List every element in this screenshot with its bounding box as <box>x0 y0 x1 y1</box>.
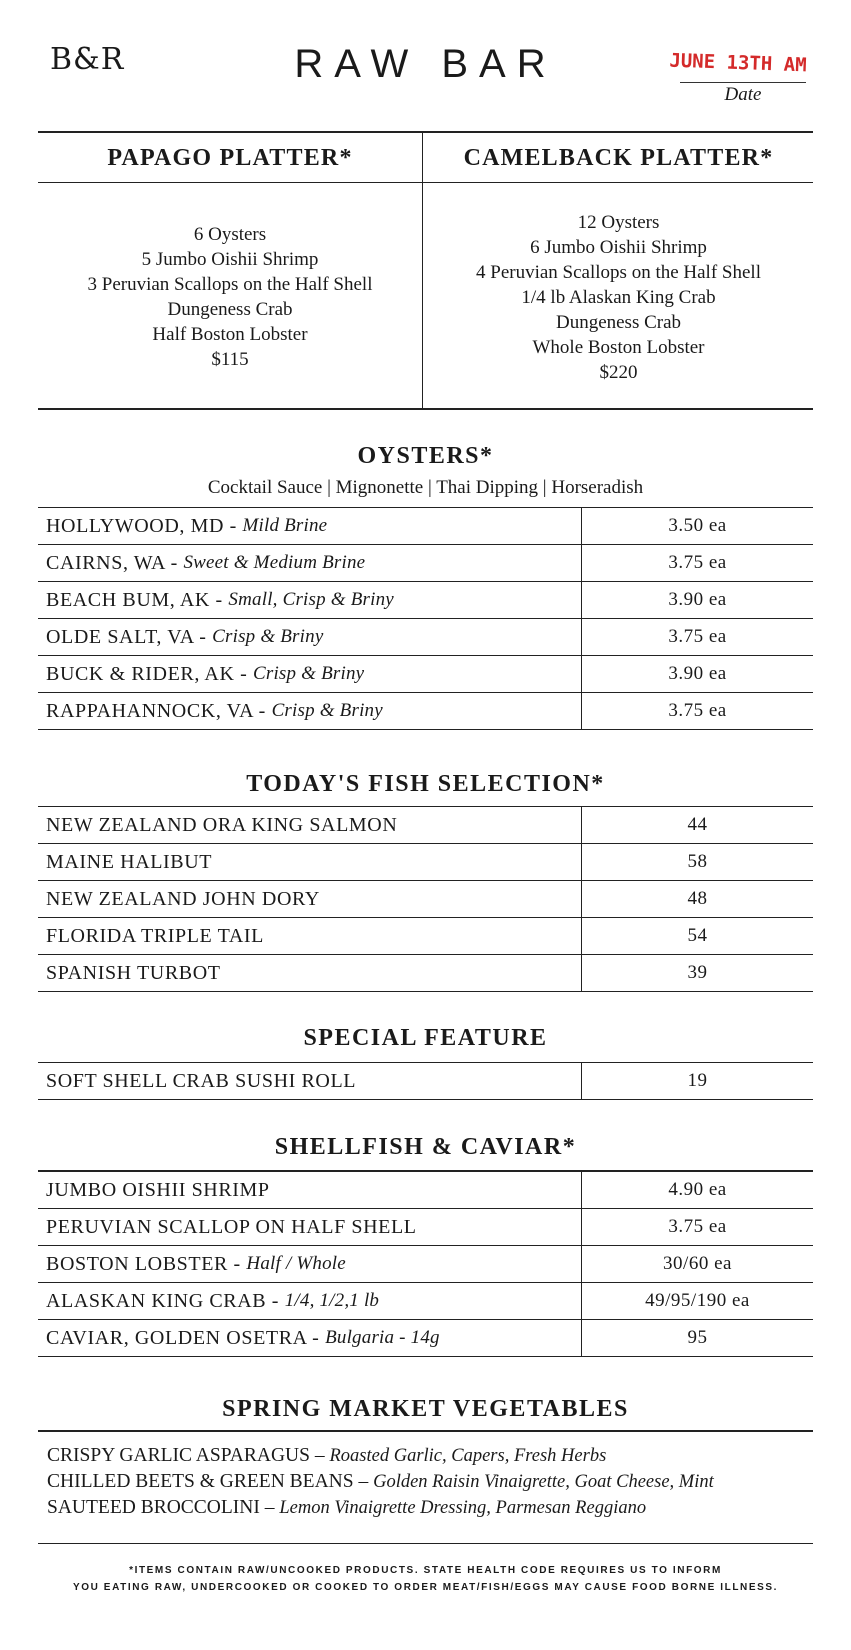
table-row <box>38 844 813 881</box>
item-desc: 1/4, 1/2,1 lb <box>284 1290 380 1311</box>
vegetables-bottom-rule <box>38 1543 813 1544</box>
item-price: 44 <box>687 814 708 835</box>
item-name: SOFT SHELL CRAB SUSHI ROLL <box>46 1069 357 1092</box>
date-label: Date <box>724 84 762 105</box>
item-name: CAIRNS, WA - <box>46 551 178 574</box>
item-name: CRISPY GARLIC ASPARAGUS – <box>47 1445 330 1466</box>
fish-table <box>38 806 813 992</box>
platter-item: Dungeness Crab <box>555 312 682 333</box>
item-price: 19 <box>687 1070 708 1091</box>
item-name: CAVIAR, GOLDEN OSETRA - <box>46 1326 320 1349</box>
vegetables-list <box>47 1443 714 1521</box>
table-row <box>38 1246 813 1283</box>
item-price: 3.50 ea <box>668 515 727 536</box>
table-row <box>38 807 813 844</box>
item-name: BUCK & RIDER, AK - <box>46 662 248 685</box>
item-name: NEW ZEALAND ORA KING SALMON <box>46 813 398 836</box>
table-row <box>38 508 813 545</box>
platter-item: 1/4 lb Alaskan King Crab <box>521 287 716 308</box>
item-price: 48 <box>687 888 708 909</box>
item-name: BEACH BUM, AK - <box>46 588 223 611</box>
platters-bottom-rule <box>38 408 813 410</box>
item-desc: Crisp & Briny <box>271 700 383 721</box>
list-item <box>47 1495 714 1521</box>
oysters-title: OYSTERS* <box>357 443 494 469</box>
platter-item: Dungeness Crab <box>167 299 293 320</box>
item-name: JUMBO OISHII SHRIMP <box>46 1178 270 1201</box>
platter-item: 12 Oysters <box>577 212 660 233</box>
vegetables-top-rule <box>38 1430 813 1432</box>
table-row <box>38 955 813 992</box>
table-row <box>38 1063 813 1100</box>
item-name: RAPPAHANNOCK, VA - <box>46 699 266 722</box>
item-name: SAUTEED BROCCOLINI – <box>47 1497 280 1518</box>
item-price: 3.90 ea <box>668 589 727 610</box>
item-name: MAINE HALIBUT <box>46 850 213 873</box>
item-price: 3.75 ea <box>668 1216 727 1237</box>
date-underline <box>680 82 806 83</box>
item-desc: Golden Raisin Vinaigrette, Goat Cheese, Mint <box>373 1472 714 1492</box>
item-desc: Bulgaria - 14g <box>325 1327 440 1348</box>
item-name: PERUVIAN SCALLOP ON HALF SHELL <box>46 1215 417 1238</box>
item-price: 3.75 ea <box>668 626 727 647</box>
item-name: FLORIDA TRIPLE TAIL <box>46 924 264 947</box>
disclaimer-line: *ITEMS CONTAIN RAW/UNCOOKED PRODUCTS. STATE HEALTH CODE REQUIRES US TO INFORM <box>129 1565 722 1576</box>
table-row <box>38 582 813 619</box>
shellfish-table <box>38 1170 813 1357</box>
platters-top-rule <box>38 131 813 133</box>
camelback-platter-title: CAMELBACK PLATTER* <box>463 145 774 171</box>
item-price: 3.90 ea <box>668 663 727 684</box>
platter-item: Whole Boston Lobster <box>532 337 705 358</box>
item-name: ALASKAN KING CRAB - <box>46 1289 280 1312</box>
table-row <box>38 881 813 918</box>
item-name: NEW ZEALAND JOHN DORY <box>46 887 320 910</box>
item-desc: Crisp & Briny <box>212 626 324 647</box>
special-title: SPECIAL FEATURE <box>303 1025 548 1051</box>
platters-header-rule <box>38 182 813 183</box>
table-row <box>38 1320 813 1357</box>
item-name: SPANISH TURBOT <box>46 961 221 984</box>
fish-title: TODAY'S FISH SELECTION* <box>246 771 605 797</box>
oysters-sauces: Cocktail Sauce | Mignonette | Thai Dipping | Horseradish <box>207 477 644 498</box>
item-desc: Roasted Garlic, Capers, Fresh Herbs <box>329 1446 607 1466</box>
item-price: 39 <box>687 962 708 983</box>
platter-item: 4 Peruvian Scallops on the Half Shell <box>476 262 761 283</box>
table-row <box>38 656 813 693</box>
camelback-platter-items <box>424 210 813 385</box>
table-row <box>38 693 813 730</box>
date-value: JUNE 13TH AM <box>669 49 807 77</box>
disclaimer-line: YOU EATING RAW, UNDERCOOKED OR COOKED TO ORDER MEAT/FISH/EGGS MAY CAUSE FOOD BORNE ILLNESS. <box>72 1582 779 1593</box>
item-price: 3.75 ea <box>668 552 727 573</box>
item-desc: Mild Brine <box>242 515 328 536</box>
list-item <box>47 1469 714 1495</box>
item-price: 30/60 ea <box>663 1253 732 1274</box>
item-price: 4.90 ea <box>668 1179 727 1200</box>
papago-platter-title: PAPAGO PLATTER* <box>107 145 353 171</box>
table-row <box>38 619 813 656</box>
table-row <box>38 1283 813 1320</box>
oysters-table <box>38 507 813 730</box>
item-desc: Crisp & Briny <box>252 663 365 684</box>
platter-item: 3 Peruvian Scallops on the Half Shell <box>87 274 373 295</box>
item-name: HOLLYWOOD, MD - <box>46 514 237 537</box>
item-price: 54 <box>687 925 708 946</box>
item-desc: Small, Crisp & Briny <box>228 589 394 610</box>
platter-item: 6 Jumbo Oishii Shrimp <box>530 237 707 258</box>
platter-item: Half Boston Lobster <box>152 324 308 345</box>
item-desc: Half / Whole <box>246 1253 346 1274</box>
platter-item: 5 Jumbo Oishii Shrimp <box>141 249 319 270</box>
page-title: RAW BAR <box>294 42 557 86</box>
platter-item: 6 Oysters <box>193 224 267 245</box>
table-row <box>38 918 813 955</box>
item-price: 95 <box>687 1327 708 1348</box>
item-desc: Lemon Vinaigrette Dressing, Parmesan Reggiano <box>279 1498 647 1518</box>
shellfish-title: SHELLFISH & CAVIAR* <box>274 1134 577 1160</box>
item-price: 58 <box>687 851 708 872</box>
item-price: 49/95/190 ea <box>645 1290 750 1311</box>
item-name: CHILLED BEETS & GREEN BEANS – <box>47 1471 374 1492</box>
platter-price: $115 <box>211 349 249 370</box>
item-name: BOSTON LOBSTER - <box>46 1252 241 1275</box>
platter-price: $220 <box>599 362 638 383</box>
table-row <box>38 1209 813 1246</box>
special-table <box>38 1062 813 1100</box>
papago-platter-items <box>38 222 422 372</box>
footer-disclaimer <box>0 1562 851 1596</box>
vegetables-title: SPRING MARKET VEGETABLES <box>222 1396 629 1422</box>
item-desc: Sweet & Medium Brine <box>183 552 366 573</box>
list-item <box>47 1443 714 1469</box>
item-name: OLDE SALT, VA - <box>46 625 207 648</box>
table-row <box>38 1172 813 1209</box>
table-row <box>38 545 813 582</box>
platters-divider <box>422 131 423 408</box>
item-price: 3.75 ea <box>668 700 727 721</box>
logo: B&R <box>50 42 125 77</box>
